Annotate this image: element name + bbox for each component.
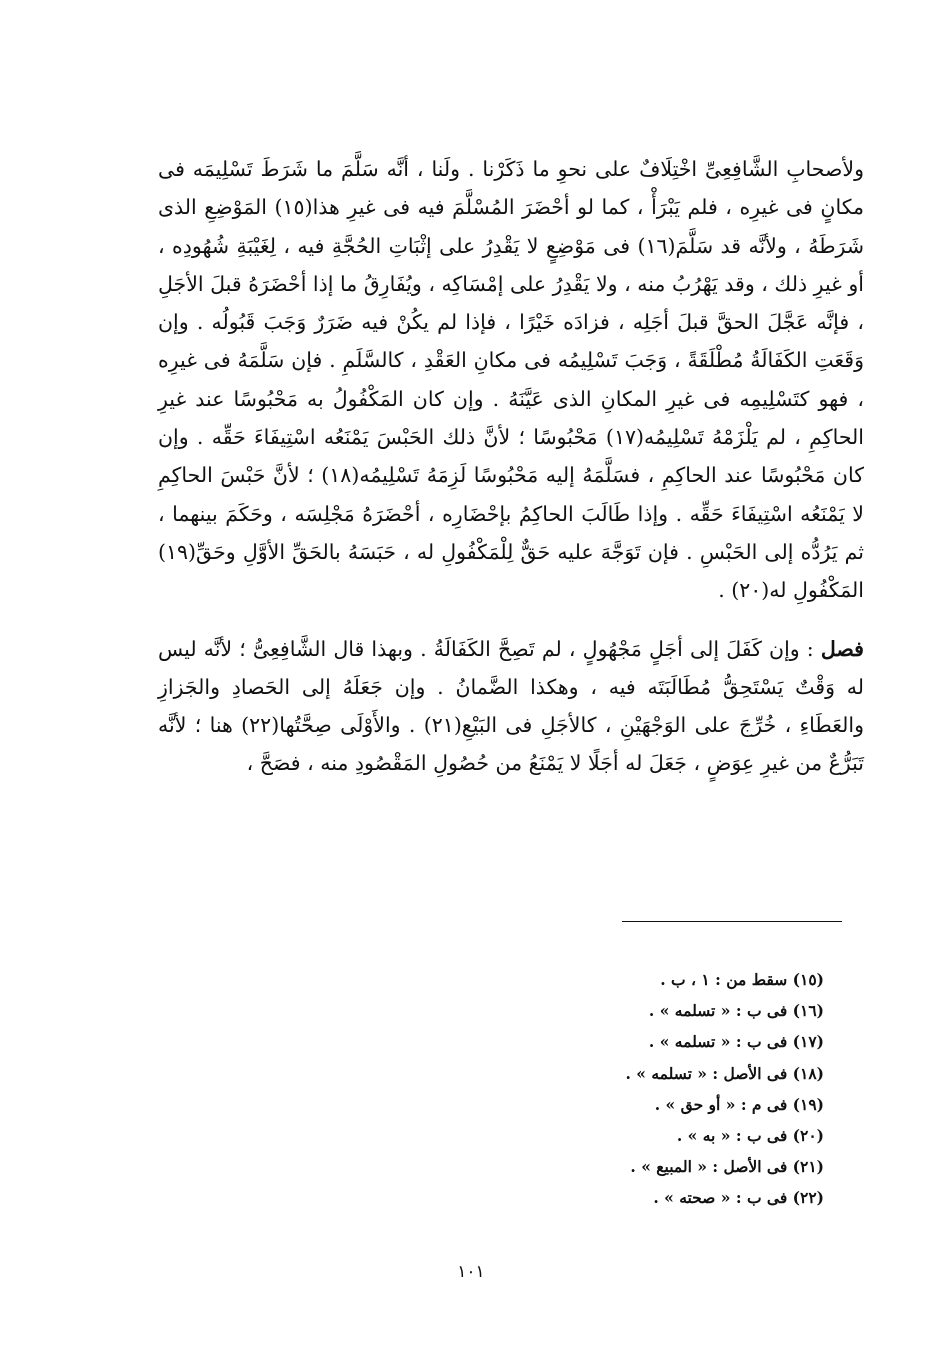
page-number: ١٠١ — [457, 1262, 485, 1282]
footnote-16: (١٦) فى ب : « تسلمه » . — [648, 1001, 824, 1021]
footnote-17: (١٧) فى ب : « تسلمه » . — [648, 1032, 824, 1052]
footnote-20: (٢٠) فى ب : « به » . — [676, 1126, 824, 1146]
main-text — [158, 150, 864, 783]
footnote-divider — [622, 921, 842, 922]
paragraph-1: ولأصحابِ الشَّافِعِىِّ اخْتِلَافٌ على نحوِ ما ذَكَرْنا . ولَنا ، أنَّه سَلَّمَ ما شَرَطَ تَسْلِيمَه فى مكانٍ فى غيرِه ، فلم يَبْرَأْ ، كما لو أحْضَرَ المُسْلَّمَ فيه فى غيرِ هذا(١٥) المَوْضِعِ الذى شَرَطَهُ ، ولأنَّه قد سَلَّمَ(١٦) فى مَوْضِعٍ لا يَقْدِرُ على إثْبَاتِ الحُجَّةِ فيه ، لِغَيْبَةِ شُهُودِه ، أو غيرِ ذلك ، وقد يَهْرُبُ منه ، ولا يَقْدِرُ على إمْسَاكِه ، ويُفَارِقُ ما إذا أحْضَرَهُ قبلَ الأجَلِ ، فإنَّه عَجَّلَ الحقَّ قبلَ أجَلِه ، فزادَه خَيْرًا ، فإذا لم يكُنْ فيه ضَرَرٌ وَجَبَ قَبُولُه . وإن وَقَعَتِ الكَفَالَةُ مُطْلَقَةً ، وَجَبَ تَسْلِيمُه فى مكانِ العَقْدِ ، كالسَّلَمِ . فإن سَلَّمَهُ فى غيرِه ، فهو كتَسْلِيمِه فى غيرِ المكانِ الذى عَيَّنَهُ . وإن كان المَكْفُولُ به مَحْبُوسًا عند غيرِ الحاكِمِ ، لم يَلْزَمْهُ تَسْلِيمُه(١٧) مَحْبُوسًا ؛ لأنَّ ذلك الحَبْسَ يَمْنَعُه اسْتِيفَاءَ حَقِّه . وإن كان مَحْبُوسًا عند الحاكِمِ ، فسَلَّمَهُ إليه مَحْبُوسًا لَزِمَهُ تَسْلِيمُه(١٨) ؛ لأنَّ حَبْسَ الحاكِمِ لا يَمْنَعُه اسْتِيفَاءَ حَقِّه . وإذا طَالَبَ الحاكِمُ بإحْضَارِه ، أحْضَرَهُ مَجْلِسَه ، وحَكَمَ بينهما ، ثم يَرُدُّه إلى الحَبْسِ . فإن تَوَجَّهَ عليه حَقٌّ لِلْمَكْفُولِ له ، حَبَسَهُ بالحَقِّ الأوَّلِ وحَقِّ(١٩) المَكْفُولِ له(٢٠) . — [158, 157, 865, 603]
footnote-21: (٢١) فى الأصل : « المبيع » . — [630, 1157, 824, 1177]
fasl-heading: فصل — [820, 636, 864, 661]
fasl-text: : وإن كَفَلَ إلى أجَلٍ مَجْهُولٍ ، لم تَصِحَّ الكَفَالَةُ . وبهذا قال الشَّافِعِىُّ ؛ لأنَّه ليس له وَقْتٌ يَسْتَحِقُّ مُطَالَبَتَه فيه ، وهكذا الضَّمانُ . وإن جَعَلَهُ إلى الحَصادِ والجَزازِ والعَطَاءِ ، خُرِّجَ على الوَجْهَيْنِ ، كالأجَلِ فى البَيْعِ(٢١) . والأَوْلَى صِحَّتُها(٢٢) هنا ؛ لأنَّه تَبَرُّعٌ من غيرِ عِوَضٍ ، جَعَلَ له أجَلًا لا يَمْنَعُ من حُصُولِ المَقْصُودِ منه ، فصَحَّ ، — [158, 636, 864, 776]
footnote-15: (١٥) سقط من : ١ ، ب . — [660, 970, 824, 989]
paragraph-fasl — [158, 630, 864, 783]
footnote-22: (٢٢) فى ب : « صحته » . — [653, 1188, 824, 1208]
footnotes-list — [424, 964, 824, 1214]
footnote-19: (١٩) فى م : « أو حق » . — [654, 1094, 824, 1114]
footnote-18: (١٨) فى الأصل : « تسلمه » . — [625, 1063, 824, 1083]
